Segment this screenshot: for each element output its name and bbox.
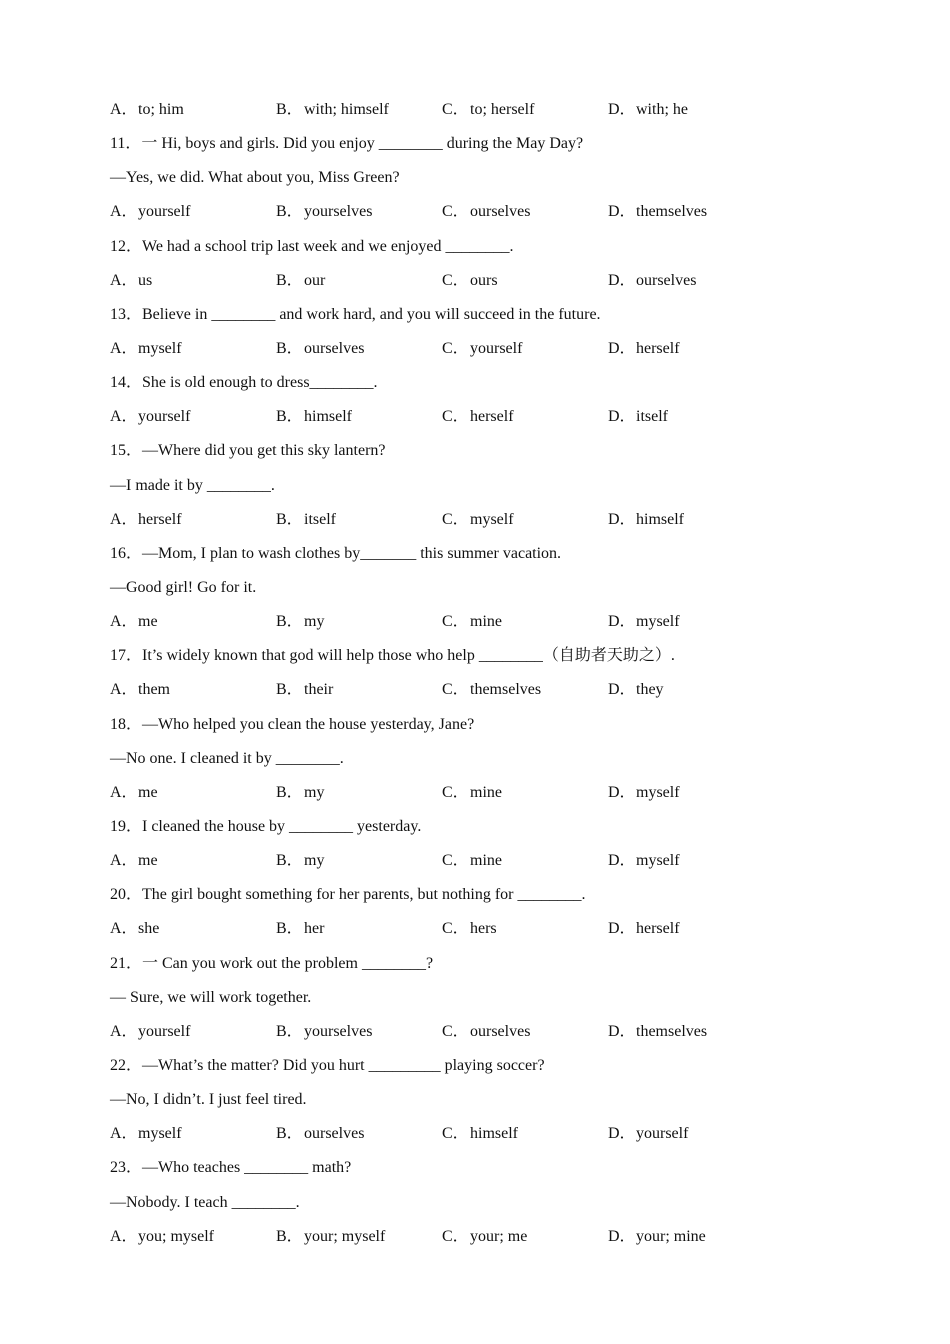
answer-options: [110, 1015, 850, 1049]
answer-option: [276, 93, 442, 127]
answer-option: [608, 264, 774, 298]
option-text: herself: [470, 408, 514, 426]
option-text: yourself: [138, 408, 191, 426]
option-text: ourselves: [304, 339, 365, 357]
option-letter: B．: [276, 339, 303, 357]
option-text: you; myself: [138, 1227, 214, 1245]
option-text: itself: [304, 510, 336, 528]
answer-options: [110, 503, 850, 537]
option-letter: B．: [276, 1022, 303, 1040]
option-text: ourselves: [636, 271, 697, 289]
answer-option: [608, 776, 774, 810]
option-text: yourself: [636, 1125, 689, 1143]
option-letter: B．: [276, 203, 303, 221]
answer-option: [276, 844, 442, 878]
answer-option: [608, 1220, 774, 1254]
answer-option: [110, 1117, 276, 1151]
option-letter: B．: [276, 920, 303, 938]
option-text: herself: [636, 920, 680, 938]
option-letter: C．: [442, 852, 469, 870]
answer-option: [276, 912, 442, 946]
option-text: your; mine: [636, 1227, 706, 1245]
answer-option: [276, 400, 442, 434]
answer-option: [276, 195, 442, 229]
answer-option: [608, 332, 774, 366]
question-line: 22．—What’s the matter? Did you hurt _________ playing soccer?: [110, 1056, 545, 1074]
option-text: myself: [470, 510, 514, 528]
answer-option: [442, 912, 608, 946]
option-letter: D．: [608, 101, 636, 118]
option-text: himself: [470, 1125, 518, 1143]
answer-option: [110, 776, 276, 810]
option-letter: C．: [442, 920, 469, 938]
answer-options: [110, 332, 850, 366]
option-text: to; herself: [470, 101, 535, 118]
answer-options: [110, 400, 850, 434]
option-letter: B．: [276, 510, 303, 528]
answer-options: [110, 673, 850, 707]
option-letter: A．: [110, 1227, 138, 1245]
option-text: myself: [138, 1125, 182, 1143]
option-letter: C．: [442, 271, 469, 289]
option-text: myself: [138, 339, 182, 357]
answer-option: [608, 673, 774, 707]
option-text: my: [304, 783, 325, 801]
option-text: himself: [636, 510, 684, 528]
option-text: ours: [470, 271, 498, 289]
option-text: your; myself: [304, 1227, 386, 1245]
option-text: themselves: [636, 1022, 708, 1040]
answer-option: [110, 195, 276, 229]
option-letter: C．: [442, 339, 469, 357]
option-letter: B．: [276, 408, 303, 426]
answer-option: [442, 1220, 608, 1254]
answer-option: [276, 1117, 442, 1151]
option-letter: C．: [442, 203, 469, 221]
document-page: [110, 93, 850, 1254]
answer-options: [110, 605, 850, 639]
option-text: mine: [470, 852, 502, 870]
answer-option: [608, 1117, 774, 1151]
answer-option: [608, 844, 774, 878]
answer-options: [110, 776, 850, 810]
option-letter: D．: [608, 783, 636, 801]
option-letter: B．: [276, 1125, 303, 1143]
option-text: yourself: [470, 339, 523, 357]
answer-option: [608, 1015, 774, 1049]
question-line: —No one. I cleaned it by ________.: [110, 749, 344, 767]
option-letter: D．: [608, 1125, 636, 1143]
option-letter: B．: [276, 271, 303, 289]
option-letter: A．: [110, 339, 138, 357]
option-text: us: [138, 271, 153, 289]
option-letter: A．: [110, 510, 138, 528]
answer-option: [276, 332, 442, 366]
question-line: 23．—Who teaches ________ math?: [110, 1159, 352, 1177]
answer-options: [110, 1220, 850, 1254]
answer-option: [442, 264, 608, 298]
option-letter: D．: [608, 203, 636, 221]
option-letter: C．: [442, 408, 469, 426]
option-letter: B．: [276, 852, 303, 870]
answer-option: [110, 503, 276, 537]
option-text: she: [138, 920, 160, 938]
answer-option: [276, 673, 442, 707]
option-text: yourself: [138, 1022, 191, 1040]
option-text: them: [138, 681, 170, 699]
question-line: —Good girl! Go for it.: [110, 578, 257, 596]
question-line: —Yes, we did. What about you, Miss Green?: [110, 169, 400, 187]
answer-option: [608, 605, 774, 639]
answer-option: [110, 1015, 276, 1049]
answer-option: [110, 673, 276, 707]
option-text: me: [138, 613, 158, 631]
answer-option: [442, 605, 608, 639]
option-text: yourselves: [304, 203, 373, 221]
answer-option: [608, 912, 774, 946]
option-letter: C．: [442, 681, 469, 699]
option-text: mine: [470, 783, 502, 801]
answer-option: [442, 673, 608, 707]
option-letter: A．: [110, 203, 138, 221]
question-line: — Sure, we will work together.: [110, 988, 312, 1006]
question-line: 21．一 Can you work out the problem ________?: [110, 954, 434, 972]
option-letter: C．: [442, 1125, 469, 1143]
option-letter: A．: [110, 920, 138, 938]
answer-options: [110, 912, 850, 946]
answer-option: [276, 776, 442, 810]
option-text: hers: [470, 920, 497, 938]
option-text: ourselves: [470, 1022, 531, 1040]
answer-option: [442, 503, 608, 537]
option-text: me: [138, 852, 158, 870]
option-text: themselves: [470, 681, 542, 699]
option-letter: A．: [110, 613, 138, 631]
answer-option: [276, 1015, 442, 1049]
option-letter: B．: [276, 613, 303, 631]
option-text: to; him: [138, 101, 184, 118]
question-line: 19．I cleaned the house by ________ yesterday.: [110, 817, 422, 835]
option-text: myself: [636, 613, 680, 631]
option-text: yourself: [138, 203, 191, 221]
option-letter: D．: [608, 852, 636, 870]
answer-option: [442, 776, 608, 810]
answer-option: [110, 605, 276, 639]
option-text: herself: [138, 510, 182, 528]
option-text: ourselves: [470, 203, 531, 221]
option-text: myself: [636, 783, 680, 801]
option-text: my: [304, 852, 325, 870]
option-text: with; himself: [304, 101, 389, 118]
option-letter: D．: [608, 1227, 636, 1245]
option-text: myself: [636, 852, 680, 870]
option-letter: A．: [110, 101, 138, 118]
answer-options: [110, 195, 850, 229]
question-line: 17．It’s widely known that god will help those who help ________（自助者天助之）.: [110, 647, 675, 665]
question-line: —I made it by ________.: [110, 476, 275, 494]
option-text: themselves: [636, 203, 708, 221]
answer-option: [276, 605, 442, 639]
question-line: 11．一 Hi, boys and girls. Did you enjoy ________ during the May Day?: [110, 135, 584, 153]
question-line: 16．—Mom, I plan to wash clothes by_______ this summer vacation.: [110, 544, 562, 562]
question-line: 15．—Where did you get this sky lantern?: [110, 442, 386, 460]
question-line: 20．The girl bought something for her parents, but nothing for ________.: [110, 886, 586, 904]
answer-option: [608, 195, 774, 229]
option-letter: D．: [608, 510, 636, 528]
option-text: ourselves: [304, 1125, 365, 1143]
answer-option: [110, 400, 276, 434]
option-letter: D．: [608, 681, 636, 699]
option-text: herself: [636, 339, 680, 357]
answer-options: [110, 844, 850, 878]
option-text: they: [636, 681, 664, 699]
answer-option: [608, 400, 774, 434]
question-line: —No, I didn’t. I just feel tired.: [110, 1091, 307, 1109]
answer-options: [110, 1117, 850, 1151]
answer-options: [110, 93, 850, 127]
option-letter: A．: [110, 408, 138, 426]
answer-option: [442, 93, 608, 127]
option-letter: D．: [608, 613, 636, 631]
answer-option: [276, 264, 442, 298]
answer-option: [110, 93, 276, 127]
option-letter: D．: [608, 1022, 636, 1040]
answer-option: [276, 1220, 442, 1254]
answer-option: [110, 264, 276, 298]
answer-option: [276, 503, 442, 537]
answer-option: [442, 844, 608, 878]
option-text: my: [304, 613, 325, 631]
option-letter: D．: [608, 339, 636, 357]
option-text: himself: [304, 408, 352, 426]
answer-option: [442, 1015, 608, 1049]
option-text: mine: [470, 613, 502, 631]
answer-option: [608, 503, 774, 537]
question-line: 12．We had a school trip last week and we enjoyed ________.: [110, 237, 514, 255]
option-letter: B．: [276, 681, 303, 699]
option-text: her: [304, 920, 325, 938]
option-text: their: [304, 681, 334, 699]
answer-option: [442, 332, 608, 366]
option-letter: C．: [442, 510, 469, 528]
option-letter: C．: [442, 783, 469, 801]
option-text: itself: [636, 408, 668, 426]
option-letter: A．: [110, 271, 138, 289]
option-letter: D．: [608, 271, 636, 289]
option-letter: A．: [110, 1022, 138, 1040]
option-letter: B．: [276, 1227, 303, 1245]
option-text: me: [138, 783, 158, 801]
option-letter: A．: [110, 783, 138, 801]
answer-option: [608, 93, 774, 127]
option-text: your; me: [470, 1227, 528, 1245]
option-letter: A．: [110, 681, 138, 699]
question-line: 13．Believe in ________ and work hard, and you will succeed in the future.: [110, 305, 601, 323]
option-letter: B．: [276, 783, 303, 801]
question-line: 18．—Who helped you clean the house yesterday, Jane?: [110, 715, 475, 733]
answer-option: [442, 195, 608, 229]
option-letter: A．: [110, 852, 138, 870]
question-line: 14．She is old enough to dress________.: [110, 374, 378, 392]
option-letter: D．: [608, 920, 636, 938]
option-letter: D．: [608, 408, 636, 426]
option-letter: C．: [442, 101, 469, 118]
option-letter: B．: [276, 101, 303, 118]
answer-option: [110, 332, 276, 366]
answer-option: [442, 400, 608, 434]
answer-option: [110, 1220, 276, 1254]
option-text: yourselves: [304, 1022, 373, 1040]
answer-options: [110, 264, 850, 298]
answer-option: [110, 912, 276, 946]
option-letter: C．: [442, 613, 469, 631]
option-text: with; he: [636, 101, 688, 118]
option-letter: C．: [442, 1022, 469, 1040]
question-line: —Nobody. I teach ________.: [110, 1193, 300, 1211]
option-letter: A．: [110, 1125, 138, 1143]
answer-option: [110, 844, 276, 878]
answer-option: [442, 1117, 608, 1151]
option-letter: C．: [442, 1227, 469, 1245]
option-text: our: [304, 271, 326, 289]
